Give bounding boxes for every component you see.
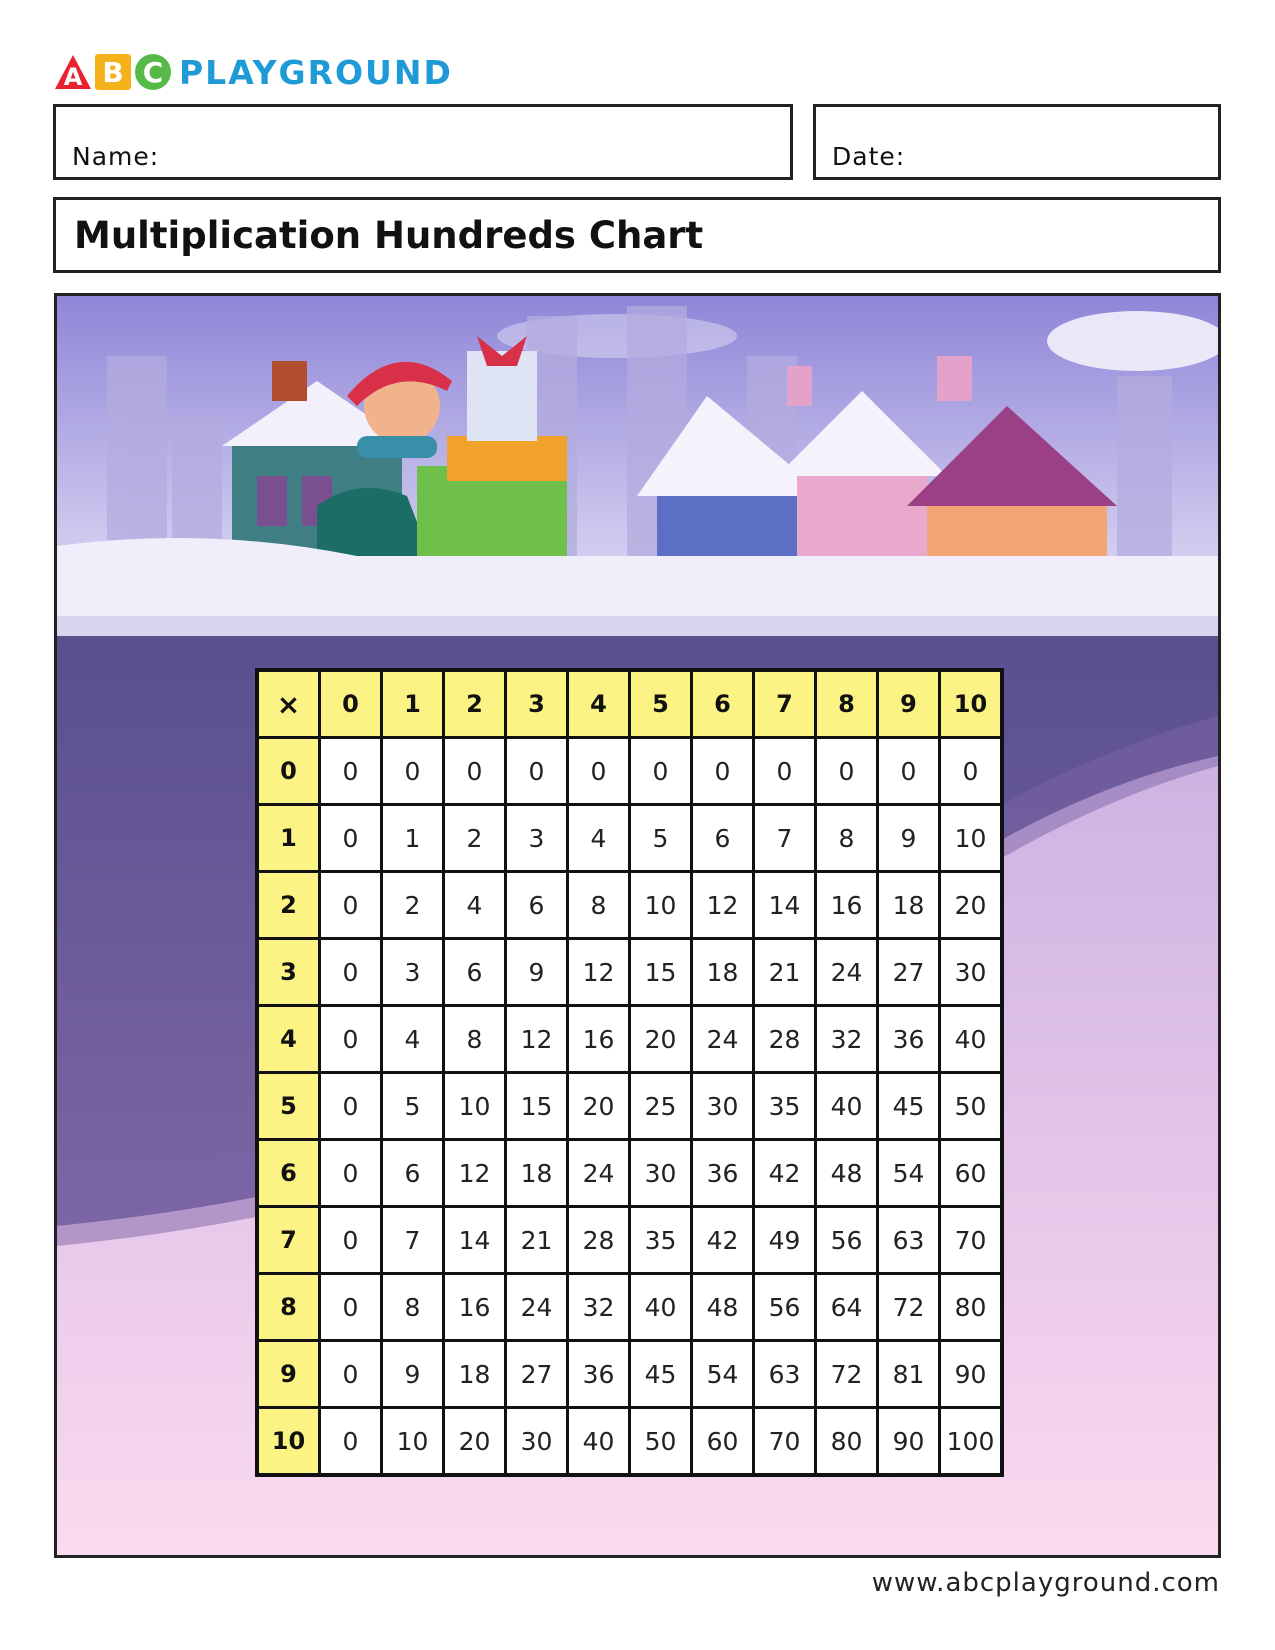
product-cell: 0 — [320, 1073, 382, 1140]
product-cell: 6 — [444, 939, 506, 1006]
column-header: 8 — [816, 670, 878, 738]
product-cell: 48 — [816, 1140, 878, 1207]
multiplication-table — [255, 668, 1004, 1477]
table-row — [257, 1341, 1002, 1408]
product-cell: 63 — [754, 1341, 816, 1408]
product-cell: 14 — [444, 1207, 506, 1274]
row-header: 5 — [257, 1073, 320, 1140]
product-cell: 0 — [320, 1207, 382, 1274]
product-cell: 40 — [630, 1274, 692, 1341]
product-cell: 12 — [444, 1140, 506, 1207]
product-cell: 18 — [878, 872, 940, 939]
row-header: 7 — [257, 1207, 320, 1274]
logo-letter-c: C — [135, 54, 171, 90]
product-cell: 6 — [382, 1140, 444, 1207]
row-header: 0 — [257, 738, 320, 805]
product-cell: 0 — [630, 738, 692, 805]
table-row — [257, 1140, 1002, 1207]
product-cell: 30 — [630, 1140, 692, 1207]
logo-wordmark: PLAYGROUND — [179, 52, 453, 92]
product-cell: 20 — [444, 1408, 506, 1476]
table-header-row — [257, 670, 1002, 738]
product-cell: 36 — [692, 1140, 754, 1207]
product-cell: 1 — [382, 805, 444, 872]
product-cell: 24 — [692, 1006, 754, 1073]
row-header: 2 — [257, 872, 320, 939]
column-header: 4 — [568, 670, 630, 738]
product-cell: 12 — [692, 872, 754, 939]
product-cell: 14 — [754, 872, 816, 939]
product-cell: 27 — [878, 939, 940, 1006]
product-cell: 9 — [506, 939, 568, 1006]
product-cell: 18 — [444, 1341, 506, 1408]
product-cell: 10 — [940, 805, 1003, 872]
product-cell: 6 — [692, 805, 754, 872]
product-cell: 56 — [816, 1207, 878, 1274]
product-cell: 6 — [506, 872, 568, 939]
product-cell: 0 — [754, 738, 816, 805]
product-cell: 25 — [630, 1073, 692, 1140]
product-cell: 24 — [506, 1274, 568, 1341]
column-header: 1 — [382, 670, 444, 738]
product-cell: 24 — [816, 939, 878, 1006]
product-cell: 72 — [816, 1341, 878, 1408]
product-cell: 9 — [878, 805, 940, 872]
table-corner-symbol: × — [257, 670, 320, 738]
product-cell: 20 — [940, 872, 1003, 939]
product-cell: 15 — [506, 1073, 568, 1140]
product-cell: 27 — [506, 1341, 568, 1408]
table-row — [257, 1207, 1002, 1274]
product-cell: 0 — [320, 939, 382, 1006]
row-header: 9 — [257, 1341, 320, 1408]
product-cell: 0 — [568, 738, 630, 805]
column-header: 6 — [692, 670, 754, 738]
product-cell: 28 — [754, 1006, 816, 1073]
product-cell: 28 — [568, 1207, 630, 1274]
product-cell: 20 — [630, 1006, 692, 1073]
product-cell: 80 — [816, 1408, 878, 1476]
product-cell: 56 — [754, 1274, 816, 1341]
brand-logo — [55, 52, 453, 92]
product-cell: 18 — [506, 1140, 568, 1207]
product-cell: 0 — [692, 738, 754, 805]
product-cell: 10 — [444, 1073, 506, 1140]
product-cell: 0 — [816, 738, 878, 805]
product-cell: 2 — [444, 805, 506, 872]
product-cell: 5 — [630, 805, 692, 872]
table-row — [257, 1408, 1002, 1476]
product-cell: 16 — [568, 1006, 630, 1073]
table-row — [257, 1006, 1002, 1073]
product-cell: 54 — [878, 1140, 940, 1207]
product-cell: 81 — [878, 1341, 940, 1408]
product-cell: 4 — [568, 805, 630, 872]
product-cell: 30 — [506, 1408, 568, 1476]
product-cell: 54 — [692, 1341, 754, 1408]
product-cell: 16 — [444, 1274, 506, 1341]
row-header: 6 — [257, 1140, 320, 1207]
column-header: 5 — [630, 670, 692, 738]
product-cell: 64 — [816, 1274, 878, 1341]
product-cell: 32 — [568, 1274, 630, 1341]
column-header: 0 — [320, 670, 382, 738]
product-cell: 90 — [878, 1408, 940, 1476]
product-cell: 0 — [878, 738, 940, 805]
product-cell: 0 — [320, 738, 382, 805]
product-cell: 35 — [754, 1073, 816, 1140]
product-cell: 72 — [878, 1274, 940, 1341]
date-field[interactable] — [813, 104, 1221, 180]
table-row — [257, 1274, 1002, 1341]
illustration-panel — [54, 293, 1221, 1558]
product-cell: 0 — [320, 1408, 382, 1476]
product-cell: 5 — [382, 1073, 444, 1140]
product-cell: 60 — [940, 1140, 1003, 1207]
product-cell: 60 — [692, 1408, 754, 1476]
table-row — [257, 872, 1002, 939]
product-cell: 80 — [940, 1274, 1003, 1341]
product-cell: 0 — [506, 738, 568, 805]
product-cell: 45 — [878, 1073, 940, 1140]
product-cell: 21 — [506, 1207, 568, 1274]
product-cell: 36 — [878, 1006, 940, 1073]
product-cell: 0 — [320, 805, 382, 872]
footer-url[interactable]: www.abcplayground.com — [871, 1568, 1220, 1598]
product-cell: 50 — [630, 1408, 692, 1476]
product-cell: 0 — [320, 1274, 382, 1341]
product-cell: 4 — [382, 1006, 444, 1073]
product-cell: 0 — [940, 738, 1003, 805]
product-cell: 50 — [940, 1073, 1003, 1140]
product-cell: 30 — [692, 1073, 754, 1140]
row-header: 3 — [257, 939, 320, 1006]
product-cell: 15 — [630, 939, 692, 1006]
product-cell: 42 — [692, 1207, 754, 1274]
product-cell: 70 — [940, 1207, 1003, 1274]
product-cell: 40 — [816, 1073, 878, 1140]
date-label: Date: — [832, 142, 906, 171]
product-cell: 8 — [816, 805, 878, 872]
column-header: 10 — [940, 670, 1003, 738]
product-cell: 100 — [940, 1408, 1003, 1476]
product-cell: 8 — [568, 872, 630, 939]
table-row — [257, 805, 1002, 872]
product-cell: 90 — [940, 1341, 1003, 1408]
product-cell: 24 — [568, 1140, 630, 1207]
product-cell: 35 — [630, 1207, 692, 1274]
product-cell: 12 — [568, 939, 630, 1006]
product-cell: 18 — [692, 939, 754, 1006]
name-field[interactable] — [53, 104, 793, 180]
product-cell: 0 — [320, 1006, 382, 1073]
row-header: 10 — [257, 1408, 320, 1476]
product-cell: 0 — [444, 738, 506, 805]
product-cell: 16 — [816, 872, 878, 939]
product-cell: 48 — [692, 1274, 754, 1341]
column-header: 9 — [878, 670, 940, 738]
product-cell: 3 — [506, 805, 568, 872]
product-cell: 49 — [754, 1207, 816, 1274]
product-cell: 36 — [568, 1341, 630, 1408]
table-row — [257, 738, 1002, 805]
name-label: Name: — [72, 142, 160, 171]
product-cell: 30 — [940, 939, 1003, 1006]
row-header: 8 — [257, 1274, 320, 1341]
product-cell: 8 — [444, 1006, 506, 1073]
title-box — [53, 197, 1221, 273]
logo-letter-a: A — [55, 54, 91, 90]
product-cell: 7 — [382, 1207, 444, 1274]
product-cell: 45 — [630, 1341, 692, 1408]
column-header: 2 — [444, 670, 506, 738]
product-cell: 8 — [382, 1274, 444, 1341]
row-header: 1 — [257, 805, 320, 872]
column-header: 7 — [754, 670, 816, 738]
product-cell: 0 — [382, 738, 444, 805]
product-cell: 42 — [754, 1140, 816, 1207]
product-cell: 0 — [320, 1341, 382, 1408]
row-header: 4 — [257, 1006, 320, 1073]
product-cell: 12 — [506, 1006, 568, 1073]
product-cell: 10 — [630, 872, 692, 939]
product-cell: 32 — [816, 1006, 878, 1073]
product-cell: 4 — [444, 872, 506, 939]
logo-letter-b: B — [95, 54, 131, 90]
product-cell: 10 — [382, 1408, 444, 1476]
product-cell: 20 — [568, 1073, 630, 1140]
page-title: Multiplication Hundreds Chart — [74, 214, 704, 257]
table-row — [257, 939, 1002, 1006]
product-cell: 21 — [754, 939, 816, 1006]
table-row — [257, 1073, 1002, 1140]
product-cell: 0 — [320, 1140, 382, 1207]
product-cell: 7 — [754, 805, 816, 872]
product-cell: 40 — [940, 1006, 1003, 1073]
product-cell: 9 — [382, 1341, 444, 1408]
product-cell: 70 — [754, 1408, 816, 1476]
column-header: 3 — [506, 670, 568, 738]
product-cell: 2 — [382, 872, 444, 939]
product-cell: 0 — [320, 872, 382, 939]
product-cell: 3 — [382, 939, 444, 1006]
product-cell: 40 — [568, 1408, 630, 1476]
product-cell: 63 — [878, 1207, 940, 1274]
